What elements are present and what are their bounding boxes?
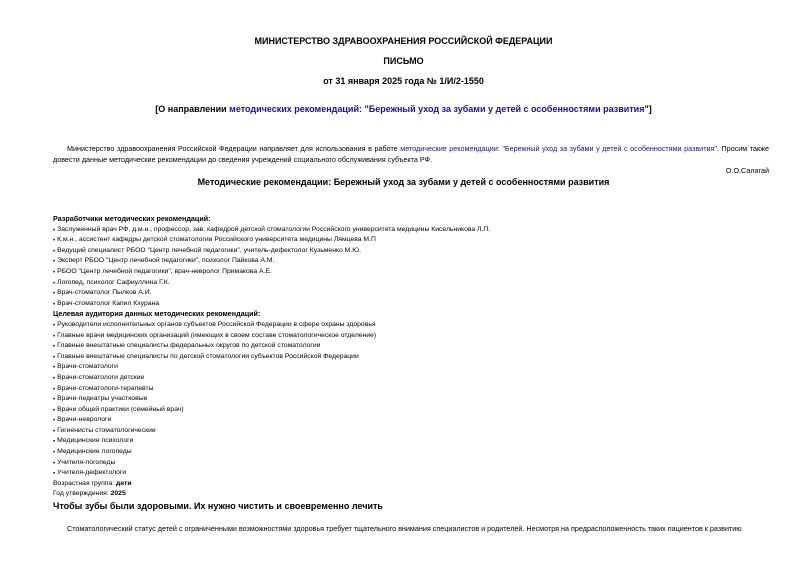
signature: О.О.Салагай <box>725 166 769 175</box>
audience-item: • Врачи-педиатры участковые <box>53 394 773 405</box>
developer-item: • Эксперт РБОО "Центр лечебной педагогики", психолог Пайкова А.М. <box>53 256 773 267</box>
age-group-label: Возрастная группа: <box>53 479 117 487</box>
developer-item: • Врач-стоматолог Пылков А.И. <box>53 288 773 299</box>
subject-open: [О направлении <box>155 104 230 114</box>
approval-year <box>53 489 773 500</box>
developer-item: • РБОО "Центр лечебной педагогики", врач-невролог Примакова А.Е. <box>53 267 773 278</box>
audience-item: • Учителя-дефектологи <box>53 468 773 479</box>
audience-item: • Медицинские логопеды <box>53 447 773 458</box>
approval-year-value: 2025 <box>110 490 126 498</box>
intro-text-after: . Просим также довести данные методические рекомендации до сведения учреждений социального обслуживания субъекта РФ. <box>53 144 769 164</box>
developer-item: • Логопед, психолог Сафиуллина Г.К. <box>53 278 773 289</box>
audience-item: • Учителя-логопеды <box>53 458 773 469</box>
audience-item: • Гигиенисты стоматологические <box>53 426 773 437</box>
subject-link[interactable]: методических рекомендаций: "Бережный уход за зубами у детей с особенностями развития <box>229 104 645 114</box>
section-heading: Чтобы зубы были здоровыми. Их нужно чистить и своевременно лечить <box>53 501 383 511</box>
developer-item: • Ведущий специалист РБОО "Центр лечебной педагогики", учитель-дефектолог Кузьменко М.Ю. <box>53 246 773 257</box>
audience-heading: Целевая аудитория данных методических рекомендаций: <box>53 309 261 319</box>
audience-item: • Врачи-стоматологи <box>53 362 773 373</box>
audience-item: • Главные внештатные специалисты федеральных округов по детской стоматологии <box>53 341 773 352</box>
audience-item: • Главные врачи медицинских организаций (имеющих в своем составе стоматологическое отделение) <box>53 331 773 342</box>
document-date-number: от 31 января 2025 года № 1/И/2-1550 <box>323 76 484 86</box>
age-group <box>53 479 773 490</box>
developer-item: • Заслуженный врач РФ, д.м.н., профессор, зав. кафедрой детской стоматологии Российского университета медицины Кисельникова Л.П. <box>53 225 773 236</box>
audience-item: • Руководители исполнительных органов субъектов Российской Федерации в сфере охраны здоровья <box>53 320 773 331</box>
developer-item: • К.м.н., ассистент кафедры детской стоматологии Российского университета медицины Лямцева М.П <box>53 235 773 246</box>
intro-link[interactable]: методические рекомендации: "Бережный уход за зубами у детей с особенностями развития" <box>400 144 717 153</box>
subject-close: "] <box>644 104 652 114</box>
details-list <box>53 214 773 500</box>
recommendations-title: Методические рекомендации: Бережный уход за зубами у детей с особенностями развития <box>197 177 610 187</box>
developers-heading: Разработчики методических рекомендаций: <box>53 214 211 223</box>
age-group-value: дети <box>116 479 132 487</box>
ministry-title: МИНИСТЕРСТВО ЗДРАВООХРАНЕНИЯ РОССИЙСКОЙ ФЕДЕРАЦИИ <box>254 36 553 46</box>
section-paragraph: Стоматологический статус детей с ограниченными возможностями здоровья требует тщательного внимания специалистов и родителей. Несмотря на предрасположенность таких пациентов к развитию <box>67 524 742 533</box>
audience-item: • Врачи-стоматологи-терапевты <box>53 384 773 395</box>
document-subject <box>0 104 807 114</box>
intro-text-before: Министерство здравоохранения Российской Федерации направляет для использования в работе <box>67 144 401 153</box>
audience-item: • Врачи-неврологи <box>53 415 773 426</box>
audience-item: • Медицинские психологи <box>53 436 773 447</box>
document-type: ПИСЬМО <box>383 56 424 66</box>
intro-paragraph <box>53 143 769 165</box>
developer-item: • Врач-стоматолог Капил Кхурана <box>53 299 773 310</box>
audience-item: • Врачи-стоматологи детские <box>53 373 773 384</box>
approval-year-label: Год утверждения: <box>53 490 111 498</box>
audience-item: • Врачи общей практики (семейный врач) <box>53 405 773 416</box>
audience-item: • Главные внештатные специалисты по детской стоматологии субъектов Российской Федерации <box>53 352 773 363</box>
